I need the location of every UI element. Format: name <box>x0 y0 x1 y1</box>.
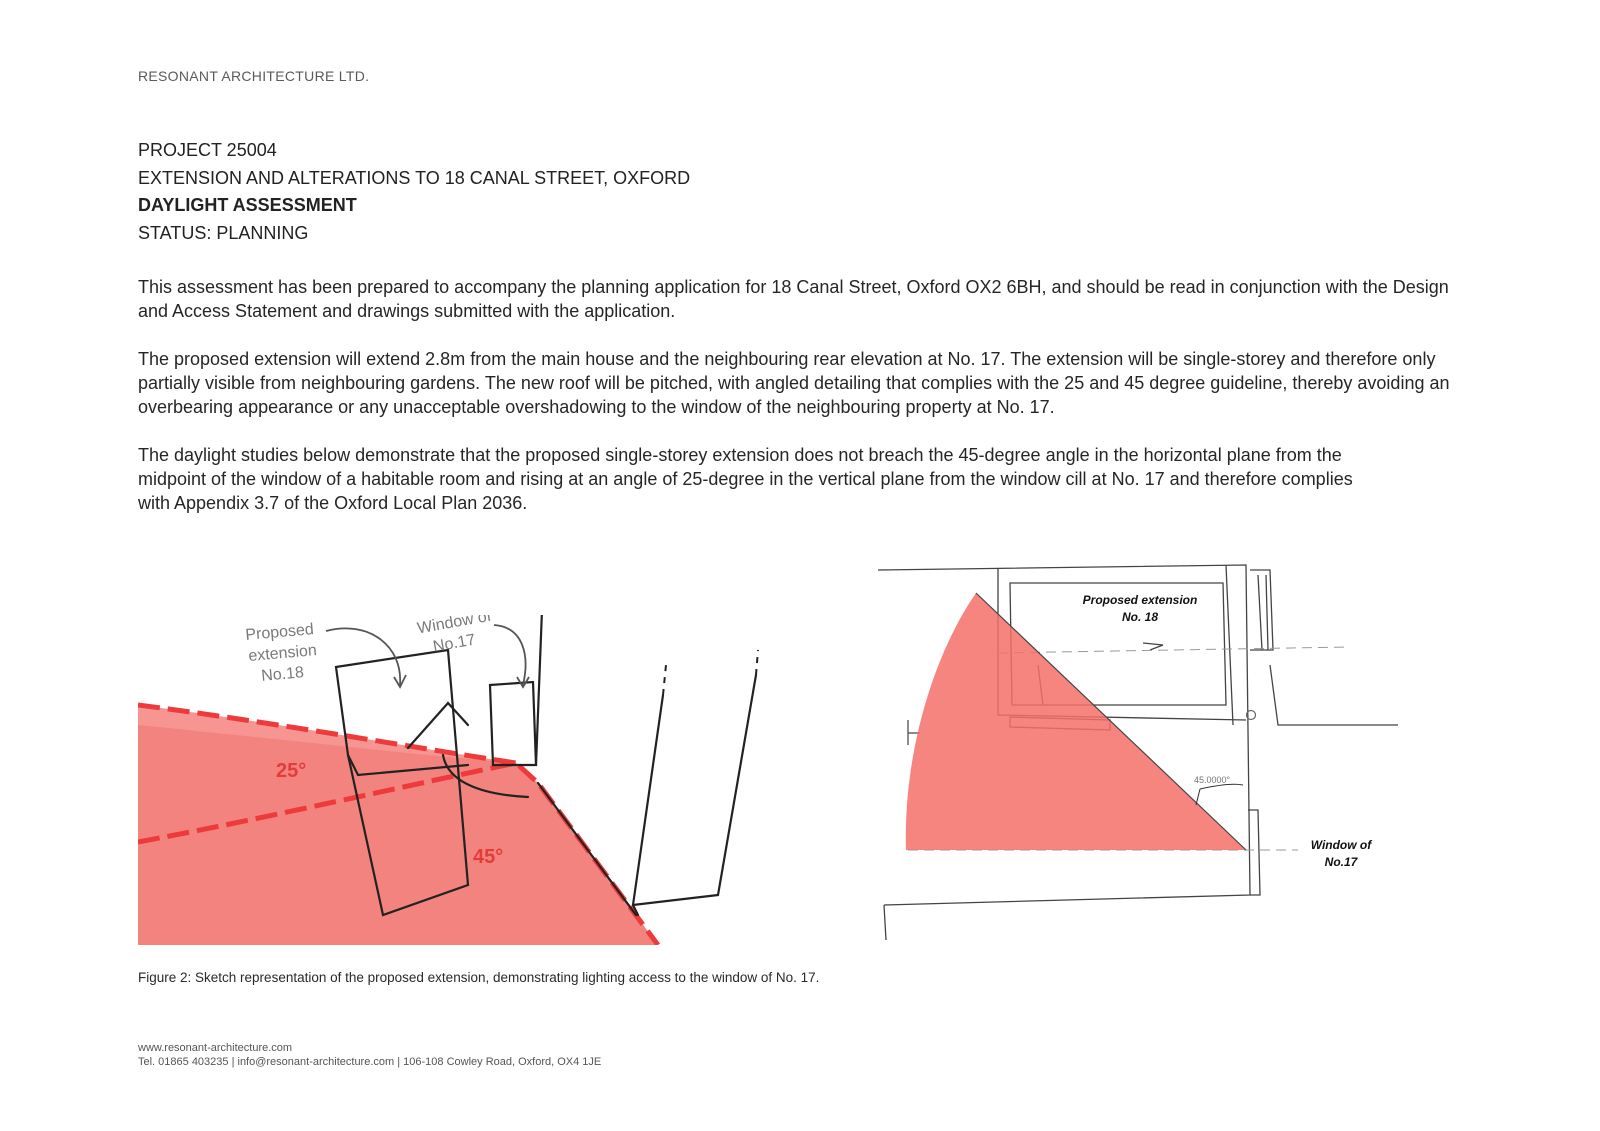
sketch-label-extension-3: No.18 <box>260 664 305 685</box>
perspective-sketch-figure <box>138 615 778 945</box>
sketch-label-window-1: Window of <box>415 615 493 638</box>
plan-view <box>878 555 1408 945</box>
footer <box>138 1041 601 1069</box>
daylight-zone-shade <box>138 725 658 945</box>
project-subject: EXTENSION AND ALTERATIONS TO 18 CANAL STREET, OXFORD <box>138 167 691 188</box>
extension-paragraph: The proposed extension will extend 2.8m from the main house and the neighbouring rear elevation at No. 17. The extension will be single-storey and therefore only partially visible from neighbouring gardens. The new roof will be pitched, with angled detailing that complies with the 25 and 45 degree guideline, thereby avoiding an overbearing appearance or any unacceptable overshadowing to the window of the neighbouring property at No. 17. <box>138 349 1450 417</box>
sketch-label-extension-2: extension <box>247 642 318 665</box>
sketch-label-window-2: No.17 <box>431 631 477 656</box>
sketch-dashed-lines <box>542 615 758 695</box>
sketch-label-extension-1: Proposed <box>244 621 315 644</box>
intro-paragraph: This assessment has been prepared to accompany the planning application for 18 Canal Street, Oxford OX2 6BH, and should be read in conjunction with the Design and Access Statement and drawings submitted with the application. <box>138 277 1449 321</box>
document-status: STATUS: PLANNING <box>138 222 309 243</box>
title-block <box>138 137 690 247</box>
plan-view-figure <box>878 555 1408 945</box>
plan-label-window-2: No.17 <box>1324 855 1358 869</box>
plan-label-window-1: Window of <box>1310 838 1372 852</box>
plan-angle-arrow <box>1196 789 1200 805</box>
perspective-sketch <box>138 615 778 945</box>
daylight-45-quadrant <box>906 593 1246 850</box>
figure-caption: Figure 2: Sketch representation of the proposed extension, demonstrating lighting access to the window of No. 17. <box>138 970 820 985</box>
sketch-labels <box>245 615 493 685</box>
plan-label-extension-2: No. 18 <box>1121 610 1159 624</box>
plan-angle-dimension: 45.0000° <box>1194 775 1231 785</box>
project-number: PROJECT 25004 <box>138 140 277 160</box>
angle-45-label: 45° <box>473 846 504 868</box>
firm-name: RESONANT ARCHITECTURE LTD. <box>138 68 370 84</box>
footer-website: www.resonant-architecture.com <box>138 1042 293 1054</box>
daylight-paragraph: The daylight studies below demonstrate that the proposed single-storey extension does not breach the 45-degree angle in the horizontal plane from the midpoint of the window of a habitable room and rising at an angle of 25-degree in the vertical plane from the window cill at No. 17 and therefore complies with Appendix 3.7 of the Oxford Local Plan 2036. <box>138 445 1353 513</box>
document-title: DAYLIGHT ASSESSMENT <box>138 195 357 215</box>
angle-25-label: 25° <box>276 760 307 782</box>
footer-contact: Tel. 01865 403235 | info@resonant-architecture.com | 106-108 Cowley Road, Oxford, OX4 1JE <box>138 1056 602 1068</box>
plan-label-extension-1: Proposed extension <box>1082 593 1198 607</box>
